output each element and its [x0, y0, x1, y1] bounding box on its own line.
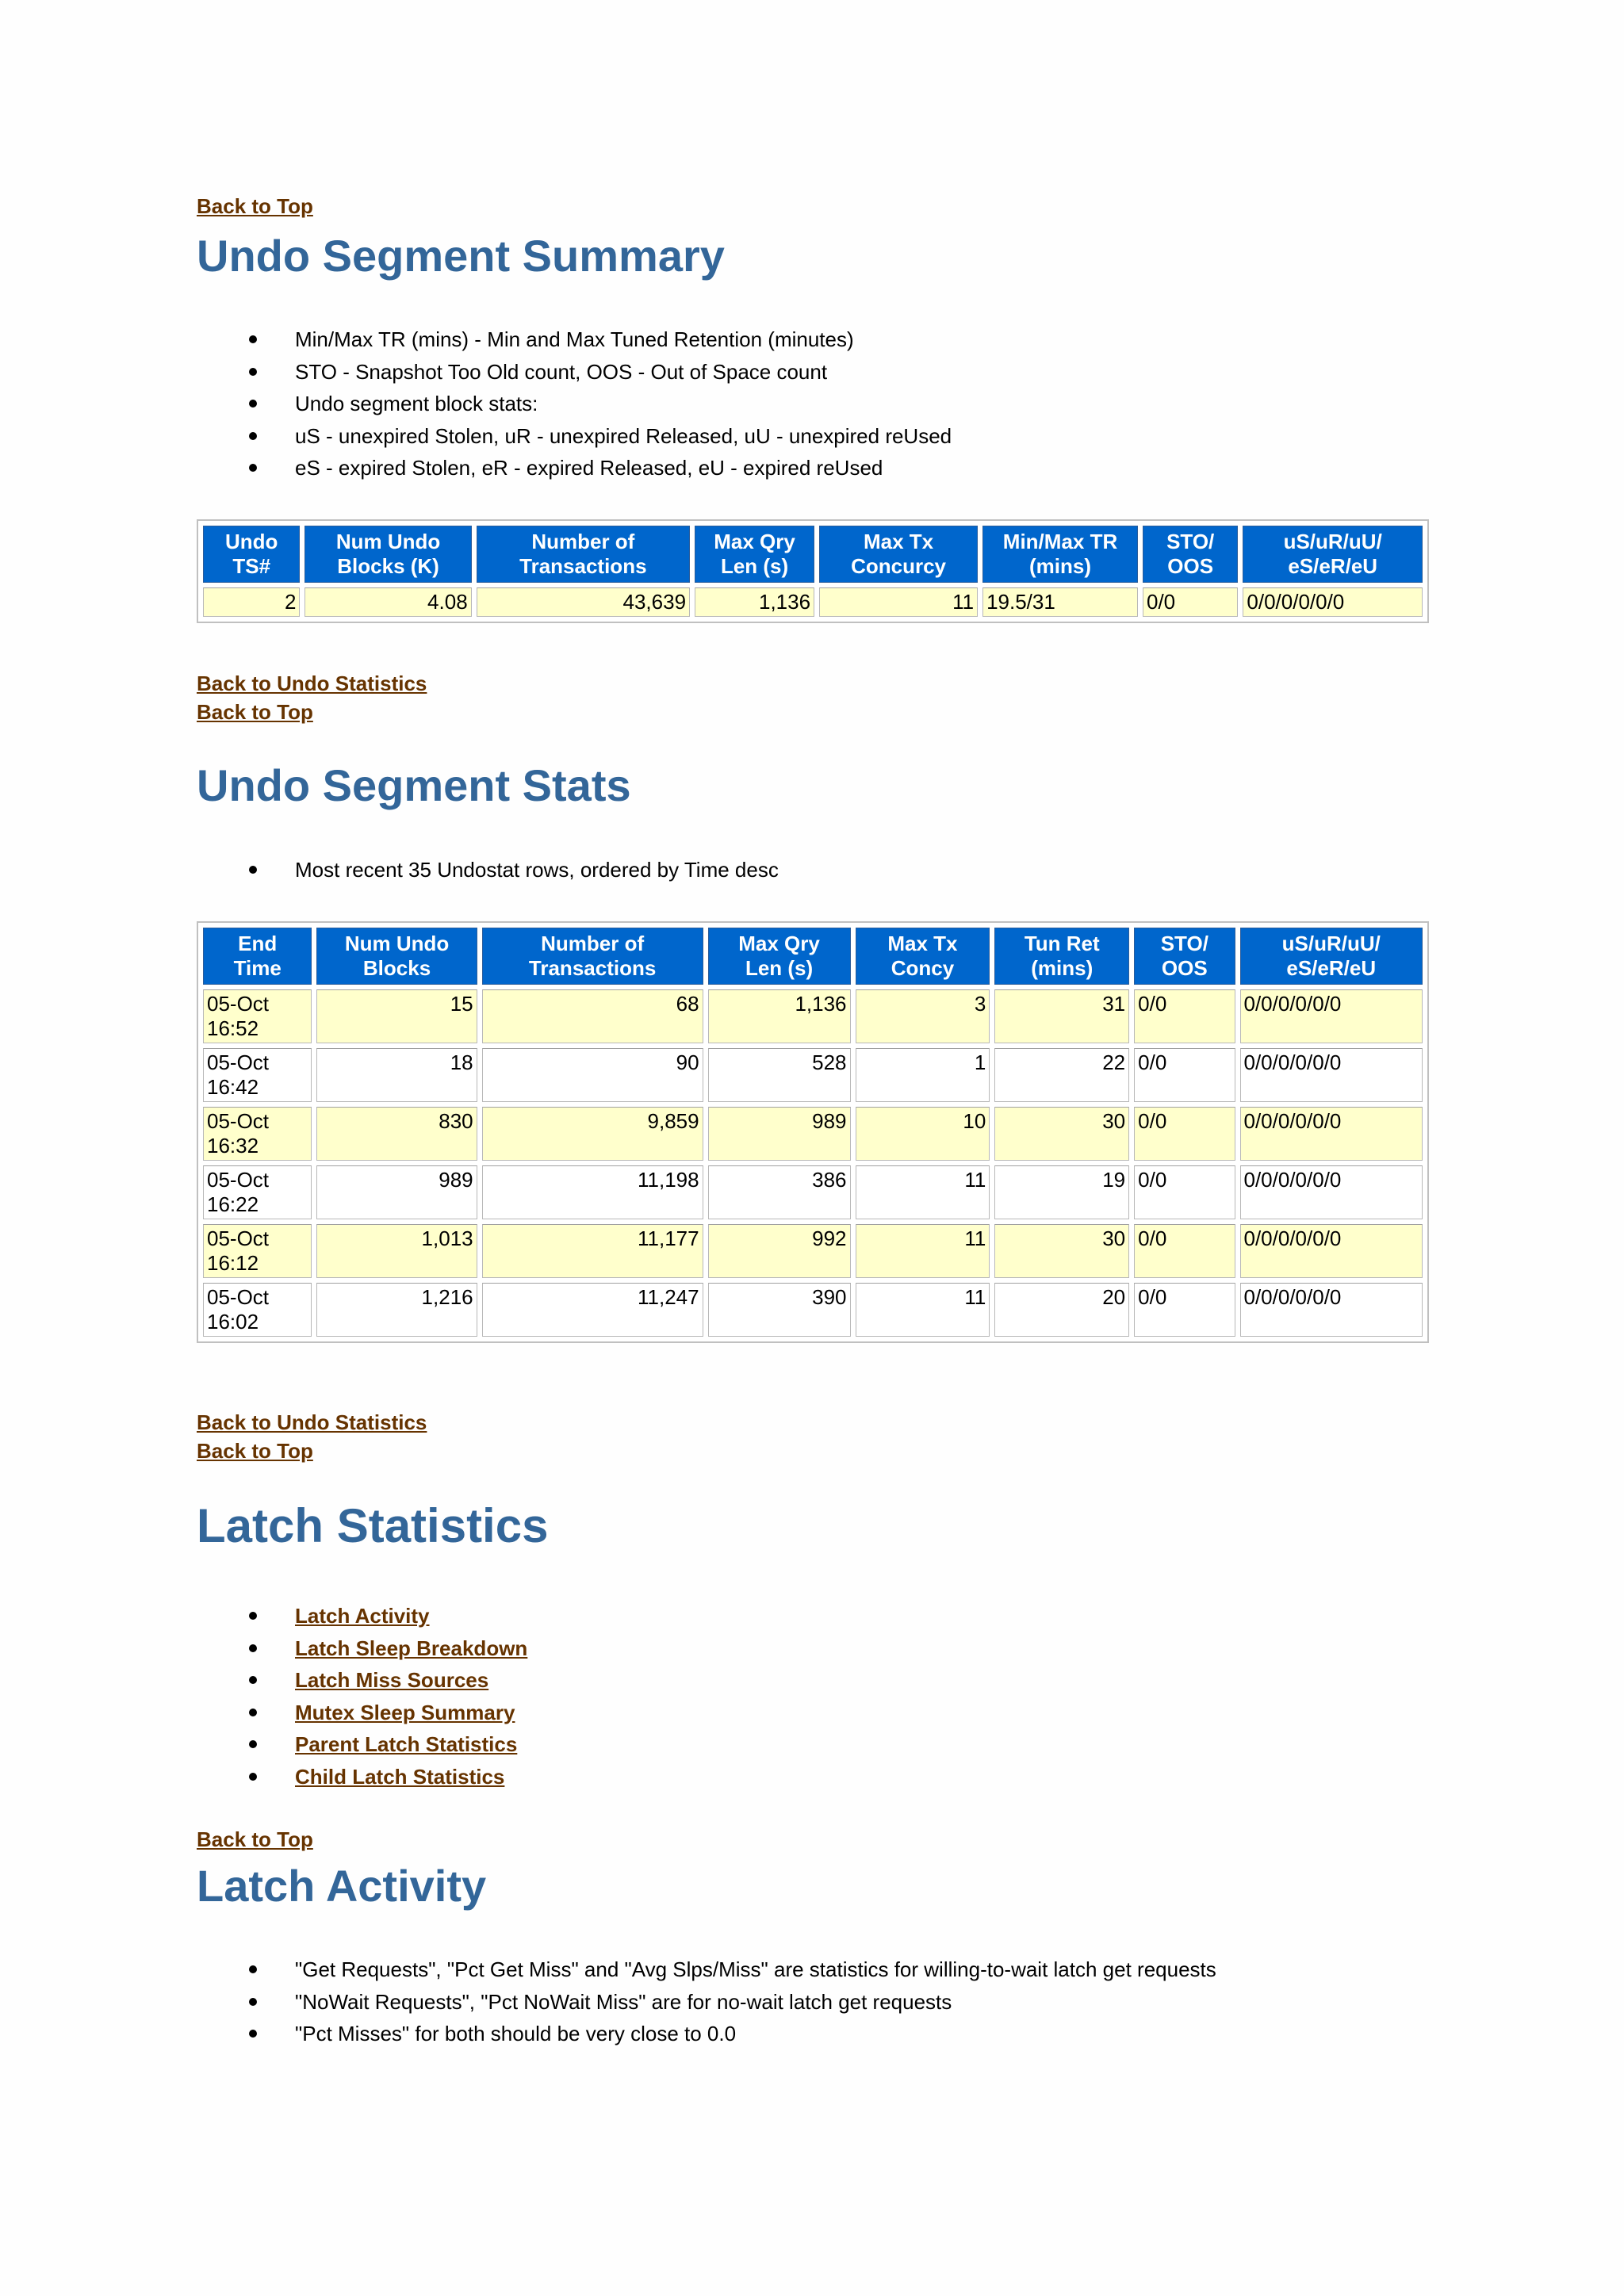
- undo-segment-summary-heading: Undo Segment Summary: [197, 231, 725, 281]
- table-cell: 18: [316, 1048, 477, 1102]
- table-cell: 9,859: [482, 1107, 703, 1161]
- table-row: [203, 1107, 1423, 1161]
- table-cell: 830: [316, 1107, 477, 1161]
- table-cell: 19.5/31: [982, 587, 1138, 617]
- table-cell: 0/0: [1143, 587, 1238, 617]
- table-cell: 05-Oct 16:02: [203, 1283, 312, 1337]
- list-item: "Pct Misses" for both should be very close to 0.0: [197, 2018, 1434, 2050]
- undo-summary-table: [197, 519, 1429, 623]
- table-cell: 11: [856, 1165, 990, 1219]
- table-cell: 22: [994, 1048, 1129, 1102]
- col-max-qry-len: Max Qry Len (s): [708, 928, 851, 985]
- col-max-tx-concy: Max Tx Concy: [856, 928, 990, 985]
- table-cell: 0/0/0/0/0/0: [1243, 587, 1423, 617]
- table-cell: 05-Oct 16:12: [203, 1224, 312, 1278]
- col-undo-ts: Undo TS#: [203, 526, 300, 583]
- table-cell: 11,247: [482, 1283, 703, 1337]
- table-header-row: [203, 526, 1423, 583]
- table-cell: 992: [708, 1224, 851, 1278]
- latch-sleep-breakdown-link[interactable]: Latch Sleep Breakdown: [295, 1636, 528, 1660]
- table-cell: 05-Oct 16:52: [203, 989, 312, 1043]
- table-row: [203, 1283, 1423, 1337]
- table-cell: 989: [316, 1165, 477, 1219]
- col-number-of-transactions: Number of Transactions: [482, 928, 703, 985]
- back-to-top-link[interactable]: Back to Top: [197, 194, 313, 218]
- latch-miss-sources-link[interactable]: Latch Miss Sources: [295, 1668, 489, 1692]
- table-cell: 10: [856, 1107, 990, 1161]
- list-item: [197, 1632, 1434, 1665]
- table-cell: 1: [856, 1048, 990, 1102]
- list-item: "NoWait Requests", "Pct NoWait Miss" are for no-wait latch get requests: [197, 1986, 1434, 2019]
- list-item: STO - Snapshot Too Old count, OOS - Out of Space count: [197, 356, 1434, 388]
- table-cell: 0/0: [1134, 1048, 1235, 1102]
- table-cell: 11: [856, 1283, 990, 1337]
- list-item: "Get Requests", "Pct Get Miss" and "Avg Slps/Miss" are statistics for willing-to-wait latch get requests: [197, 1954, 1434, 1986]
- back-to-undo-statistics-link[interactable]: Back to Undo Statistics: [197, 1410, 427, 1434]
- list-item: Undo segment block stats:: [197, 388, 1434, 420]
- table-cell: 11: [819, 587, 978, 617]
- table-cell: 0/0: [1134, 989, 1235, 1043]
- col-tun-ret: Tun Ret (mins): [994, 928, 1129, 985]
- child-latch-statistics-link[interactable]: Child Latch Statistics: [295, 1764, 505, 1789]
- table-cell: 386: [708, 1165, 851, 1219]
- back-to-top-link[interactable]: Back to Top: [197, 1439, 313, 1463]
- table-cell: 1,216: [316, 1283, 477, 1337]
- list-item: Min/Max TR (mins) - Min and Max Tuned Retention (minutes): [197, 323, 1434, 356]
- table-row: [203, 1165, 1423, 1219]
- table-cell: 390: [708, 1283, 851, 1337]
- table-cell: 1,136: [695, 587, 814, 617]
- list-item: [197, 1697, 1434, 1729]
- list-item: [197, 1664, 1434, 1697]
- table-cell: 31: [994, 989, 1129, 1043]
- col-end-time: End Time: [203, 928, 312, 985]
- list-item: [197, 1761, 1434, 1793]
- table-cell: 68: [482, 989, 703, 1043]
- latch-activity-link[interactable]: Latch Activity: [295, 1604, 430, 1628]
- mutex-sleep-summary-link[interactable]: Mutex Sleep Summary: [295, 1700, 515, 1724]
- undo-segment-stats-heading: Undo Segment Stats: [197, 760, 631, 810]
- col-sto-oos: STO/ OOS: [1143, 526, 1238, 583]
- table-cell: 0/0/0/0/0/0: [1240, 1107, 1423, 1161]
- undo-stats-notes: [197, 854, 1434, 886]
- col-block-stats: uS/uR/uU/ eS/eR/eU: [1240, 928, 1423, 985]
- list-item: eS - expired Stolen, eR - expired Released, eU - expired reUsed: [197, 452, 1434, 484]
- table-cell: 0/0/0/0/0/0: [1240, 1048, 1423, 1102]
- table-cell: 2: [203, 587, 300, 617]
- latch-statistics-heading: Latch Statistics: [197, 1499, 549, 1552]
- col-num-undo-blocks: Num Undo Blocks: [316, 928, 477, 985]
- table-cell: 528: [708, 1048, 851, 1102]
- parent-latch-statistics-link[interactable]: Parent Latch Statistics: [295, 1732, 518, 1756]
- table-cell: 11: [856, 1224, 990, 1278]
- table-cell: 0/0/0/0/0/0: [1240, 1224, 1423, 1278]
- table-cell: 0/0: [1134, 1165, 1235, 1219]
- table-row: [203, 989, 1423, 1043]
- table-cell: 0/0/0/0/0/0: [1240, 1283, 1423, 1337]
- back-to-top-link[interactable]: Back to Top: [197, 700, 313, 724]
- col-max-qry-len: Max Qry Len (s): [695, 526, 814, 583]
- table-row: [203, 1048, 1423, 1102]
- table-row: [203, 1224, 1423, 1278]
- col-max-tx-concurcy: Max Tx Concurcy: [819, 526, 978, 583]
- col-num-undo-blocks: Num Undo Blocks (K): [304, 526, 471, 583]
- table-cell: 05-Oct 16:32: [203, 1107, 312, 1161]
- table-header-row: [203, 928, 1423, 985]
- latch-activity-heading: Latch Activity: [197, 1861, 487, 1911]
- table-row: [203, 587, 1423, 617]
- list-item: uS - unexpired Stolen, uR - unexpired Released, uU - unexpired reUsed: [197, 420, 1434, 453]
- table-cell: 989: [708, 1107, 851, 1161]
- list-item: [197, 1600, 1434, 1632]
- table-cell: 1,136: [708, 989, 851, 1043]
- table-cell: 1,013: [316, 1224, 477, 1278]
- table-cell: 0/0/0/0/0/0: [1240, 1165, 1423, 1219]
- table-cell: 11,198: [482, 1165, 703, 1219]
- undo-stats-table: [197, 921, 1429, 1343]
- back-to-top-link[interactable]: Back to Top: [197, 1827, 313, 1851]
- col-block-stats: uS/uR/uU/ eS/eR/eU: [1243, 526, 1423, 583]
- list-item: [197, 1728, 1434, 1761]
- table-cell: 0/0: [1134, 1107, 1235, 1161]
- table-cell: 30: [994, 1224, 1129, 1278]
- table-cell: 0/0/0/0/0/0: [1240, 989, 1423, 1043]
- table-cell: 05-Oct 16:42: [203, 1048, 312, 1102]
- table-cell: 11,177: [482, 1224, 703, 1278]
- table-cell: 05-Oct 16:22: [203, 1165, 312, 1219]
- col-sto-oos: STO/ OOS: [1134, 928, 1235, 985]
- table-cell: 4.08: [304, 587, 471, 617]
- latch-statistics-links: [197, 1600, 1434, 1793]
- table-cell: 43,639: [477, 587, 690, 617]
- list-item: Most recent 35 Undostat rows, ordered by Time desc: [197, 854, 1434, 886]
- col-min-max-tr: Min/Max TR (mins): [982, 526, 1138, 583]
- table-cell: 20: [994, 1283, 1129, 1337]
- table-cell: 19: [994, 1165, 1129, 1219]
- table-cell: 0/0: [1134, 1224, 1235, 1278]
- col-number-of-transactions: Number of Transactions: [477, 526, 690, 583]
- table-cell: 30: [994, 1107, 1129, 1161]
- table-cell: 15: [316, 989, 477, 1043]
- table-cell: 3: [856, 989, 990, 1043]
- back-to-undo-statistics-link[interactable]: Back to Undo Statistics: [197, 672, 427, 695]
- undo-summary-notes: [197, 323, 1434, 484]
- table-cell: 90: [482, 1048, 703, 1102]
- table-cell: 0/0: [1134, 1283, 1235, 1337]
- latch-activity-notes: [197, 1954, 1434, 2050]
